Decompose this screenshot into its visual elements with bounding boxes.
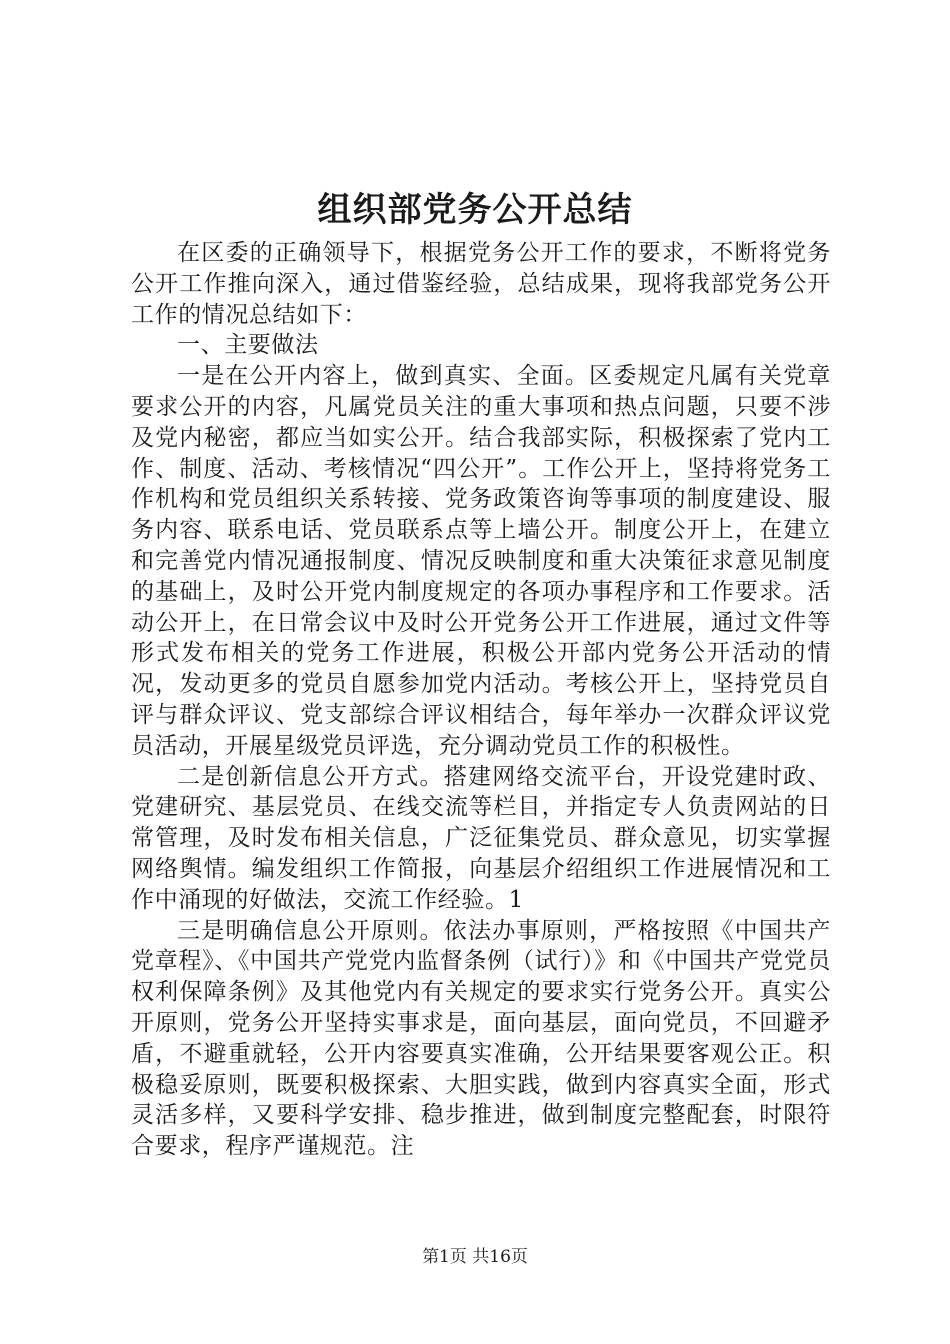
section-heading-main-practices: 一、主要做法 xyxy=(177,332,319,359)
document-title: 组织部党务公开总结 xyxy=(317,190,633,230)
paragraph-disclosure-principles: 三是明确信息公开原则。依法办事原则，严格按照《中国共产党章程》、《中国共产党党内监督条例（试行）》和《中国共产党党员权利保障条例》及其他党内有关规定的要求实行党务公开。真实公开原则，党务公开坚持实事求是，面向基层，面向党员，不回避矛盾，不避重就轻，公开内容要真实准确，公开结果要客观公正。积极稳妥原则，既要积极探索、大胆实践，做到内容真实全面，形式灵活多样，又要科学安排、稳步推进，做到制度完整配套，时限符合要求，程序严谨规范。注 xyxy=(131,917,831,1160)
paragraph-disclosure-methods: 二是创新信息公开方式。搭建网络交流平台，开设党建时政、党建研究、基层党员、在线交流等栏目，并指定专人负责网站的日常管理，及时发布相关信息，广泛征集党员、群众意见，切实掌握网络舆情。编发组织工作简报，向基层介绍组织工作进展情况和工作中涌现的好做法，交流工作经验。1 xyxy=(131,763,831,913)
page-footer: 第1页 共16页 xyxy=(422,1247,528,1267)
paragraph-intro: 在区委的正确领导下，根据党务公开工作的要求，不断将党务公开工作推向深入，通过借鉴经验，总结成果，现将我部党务公开工作的情况总结如下： xyxy=(131,240,831,328)
document-body xyxy=(131,238,831,1162)
paragraph-content-disclosure: 一是在公开内容上，做到真实、全面。区委规定凡属有关党章要求公开的内容，凡属党员关注的重大事项和热点问题，只要不涉及党内秘密，都应当如实公开。结合我部实际，积极探索了党内工作、制度、活动、考核情况“四公开”。工作公开上，坚持将党务工作机构和党员组织关系转接、党务政策咨询等事项的制度建设、服务内容、联系电话、党员联系点等上墙公开。制度公开上，在建立和完善党内情况通报制度、情况反映制度和重大决策征求意见制度的基础上，及时公开党内制度规定的各项办事程序和工作要求。活动公开上，在日常会议中及时公开党务公开工作进展，通过文件等形式发布相关的党务工作进展，积极公开部内党务公开活动的情况，发动更多的党员自愿参加党内活动。考核公开上，坚持党员自评与群众评议、党支部综合评议相结合，每年举办一次群众评议党员活动，开展星级党员评选，充分调动党员工作的积极性。 xyxy=(131,363,831,759)
